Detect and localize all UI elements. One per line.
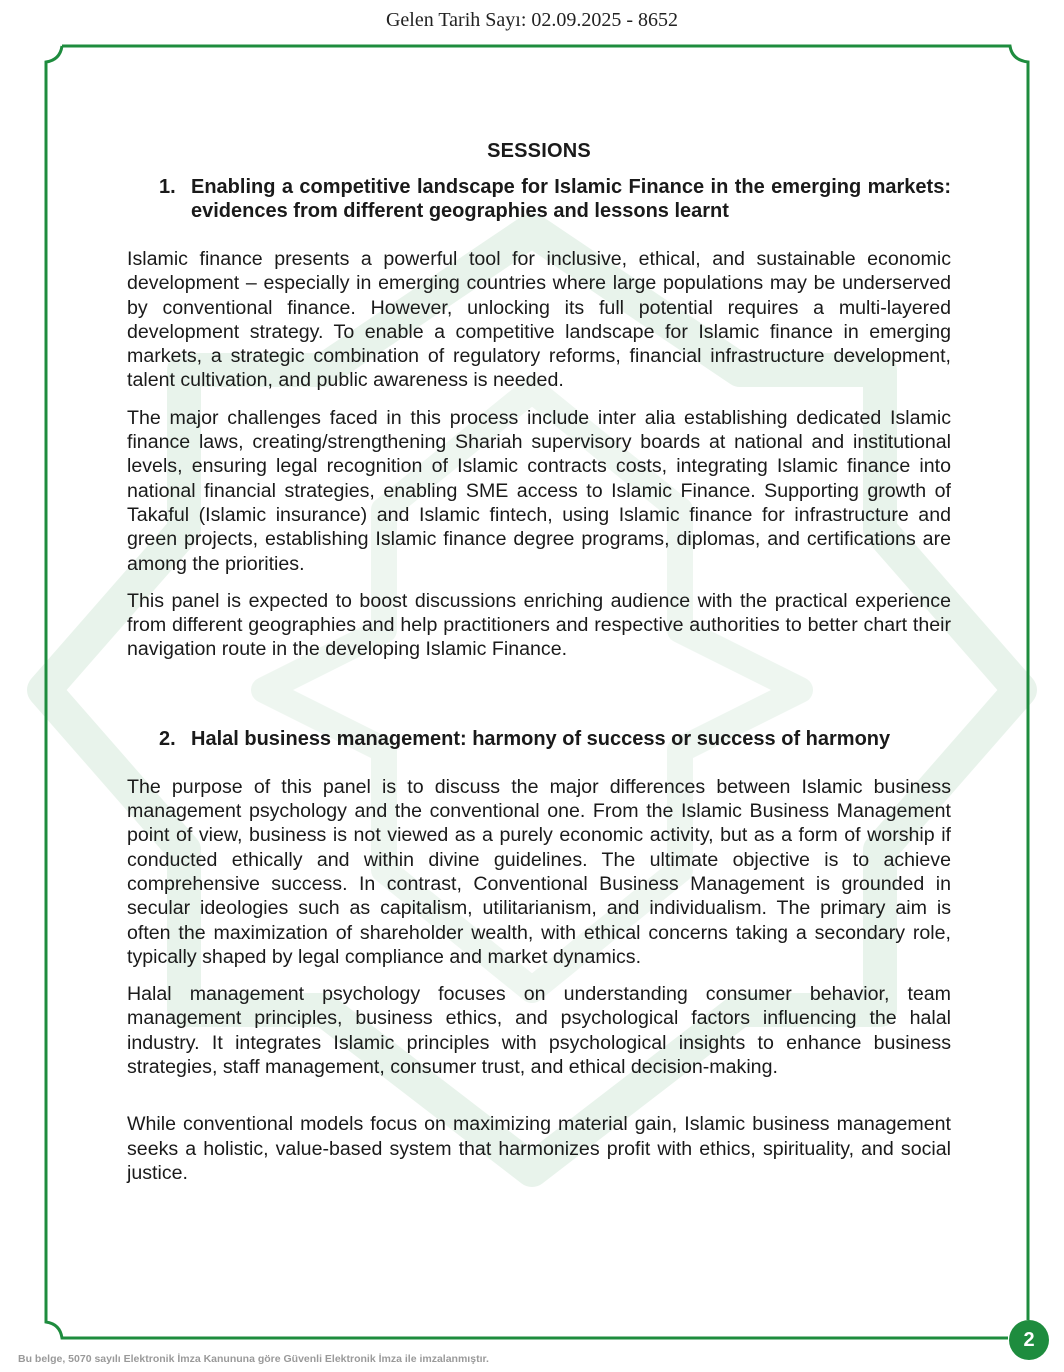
session-number: 1.	[159, 176, 176, 198]
paragraph: The major challenges faced in this process include inter alia establishing dedicated Islamic finance laws, creating/strengthening Shariah supervisory boards at national and institutional levels, ensuring legal recognition of Islamic contracts costs, integrating Islamic finance into national financial strategies, enabling SME access to Islamic Finance. Supporting growth of Takaful (Islamic insurance) and Islamic fintech, using Islamic finance for infrastructure and green projects, establishing Islamic finance degree programs, diplomas, and certifications are among the priorities.	[127, 406, 951, 575]
paragraph: The purpose of this panel is to discuss the major differences between Islamic business management psychology and the conventional one. From the Islamic Business Management point of view, business is not viewed as a purely economic activity, but as a form of worship if conducted ethically and within divine guidelines. The ultimate objective is to achieve comprehensive success. In contrast, Conventional Business Management is grounded in secular ideologies such as capitalism, utilitarianism, and individualism. The primary aim is often the maximization of shareholder wealth, with ethical concerns taking a secondary role, typically shaped by legal compliance and market dynamics.	[127, 775, 951, 968]
paragraph: While conventional models focus on maximizing material gain, Islamic business management seeks a holistic, value-based system that harmonizes profit with ethics, spirituality, and social justice.	[127, 1113, 951, 1184]
document-body	[127, 140, 951, 1198]
session-number: 2.	[159, 727, 176, 750]
page-number-badge: 2	[1009, 1320, 1049, 1360]
paragraph: This panel is expected to boost discussions enriching audience with the practical experience from different geographies and help practitioners and respective authorities to better chart their navigation route in the developing Islamic Finance.	[127, 589, 951, 661]
session-heading-2	[127, 727, 951, 751]
session-heading-1	[127, 175, 951, 223]
paragraph: Halal management psychology focuses on understanding consumer behavior, team management principles, business ethics, and psychological factors influencing the halal industry. It integrates Islamic principles with psychological insights to enhance business strategies, staff management, consumer trust, and ethical decision-making.	[127, 983, 951, 1079]
incoming-date-stamp: Gelen Tarih Sayı: 02.09.2025 - 8652	[385, 9, 679, 31]
document-title: SESSIONS	[487, 140, 591, 162]
paragraph: Islamic finance presents a powerful tool for inclusive, ethical, and sustainable economic development – especially in emerging countries where large populations may be underserved by conventional finance. However, unlocking its full potential requires a multi-layered development strategy. To enable a competitive landscape for Islamic finance in emerging markets, a strategic combination of regulatory reforms, financial infrastructure development, talent cultivation, and public awareness is needed.	[127, 248, 951, 392]
session-title: Enabling a competitive landscape for Islamic Finance in the emerging markets: evidences from different geographies and lessons learnt	[191, 176, 951, 222]
e-signature-note: Bu belge, 5070 sayılı Elektronik İmza Kanununa göre Güvenli Elektronik İmza ile imzalanmıştır.	[18, 1353, 489, 1365]
session-title: Halal business management: harmony of success or success of harmony	[191, 727, 891, 750]
